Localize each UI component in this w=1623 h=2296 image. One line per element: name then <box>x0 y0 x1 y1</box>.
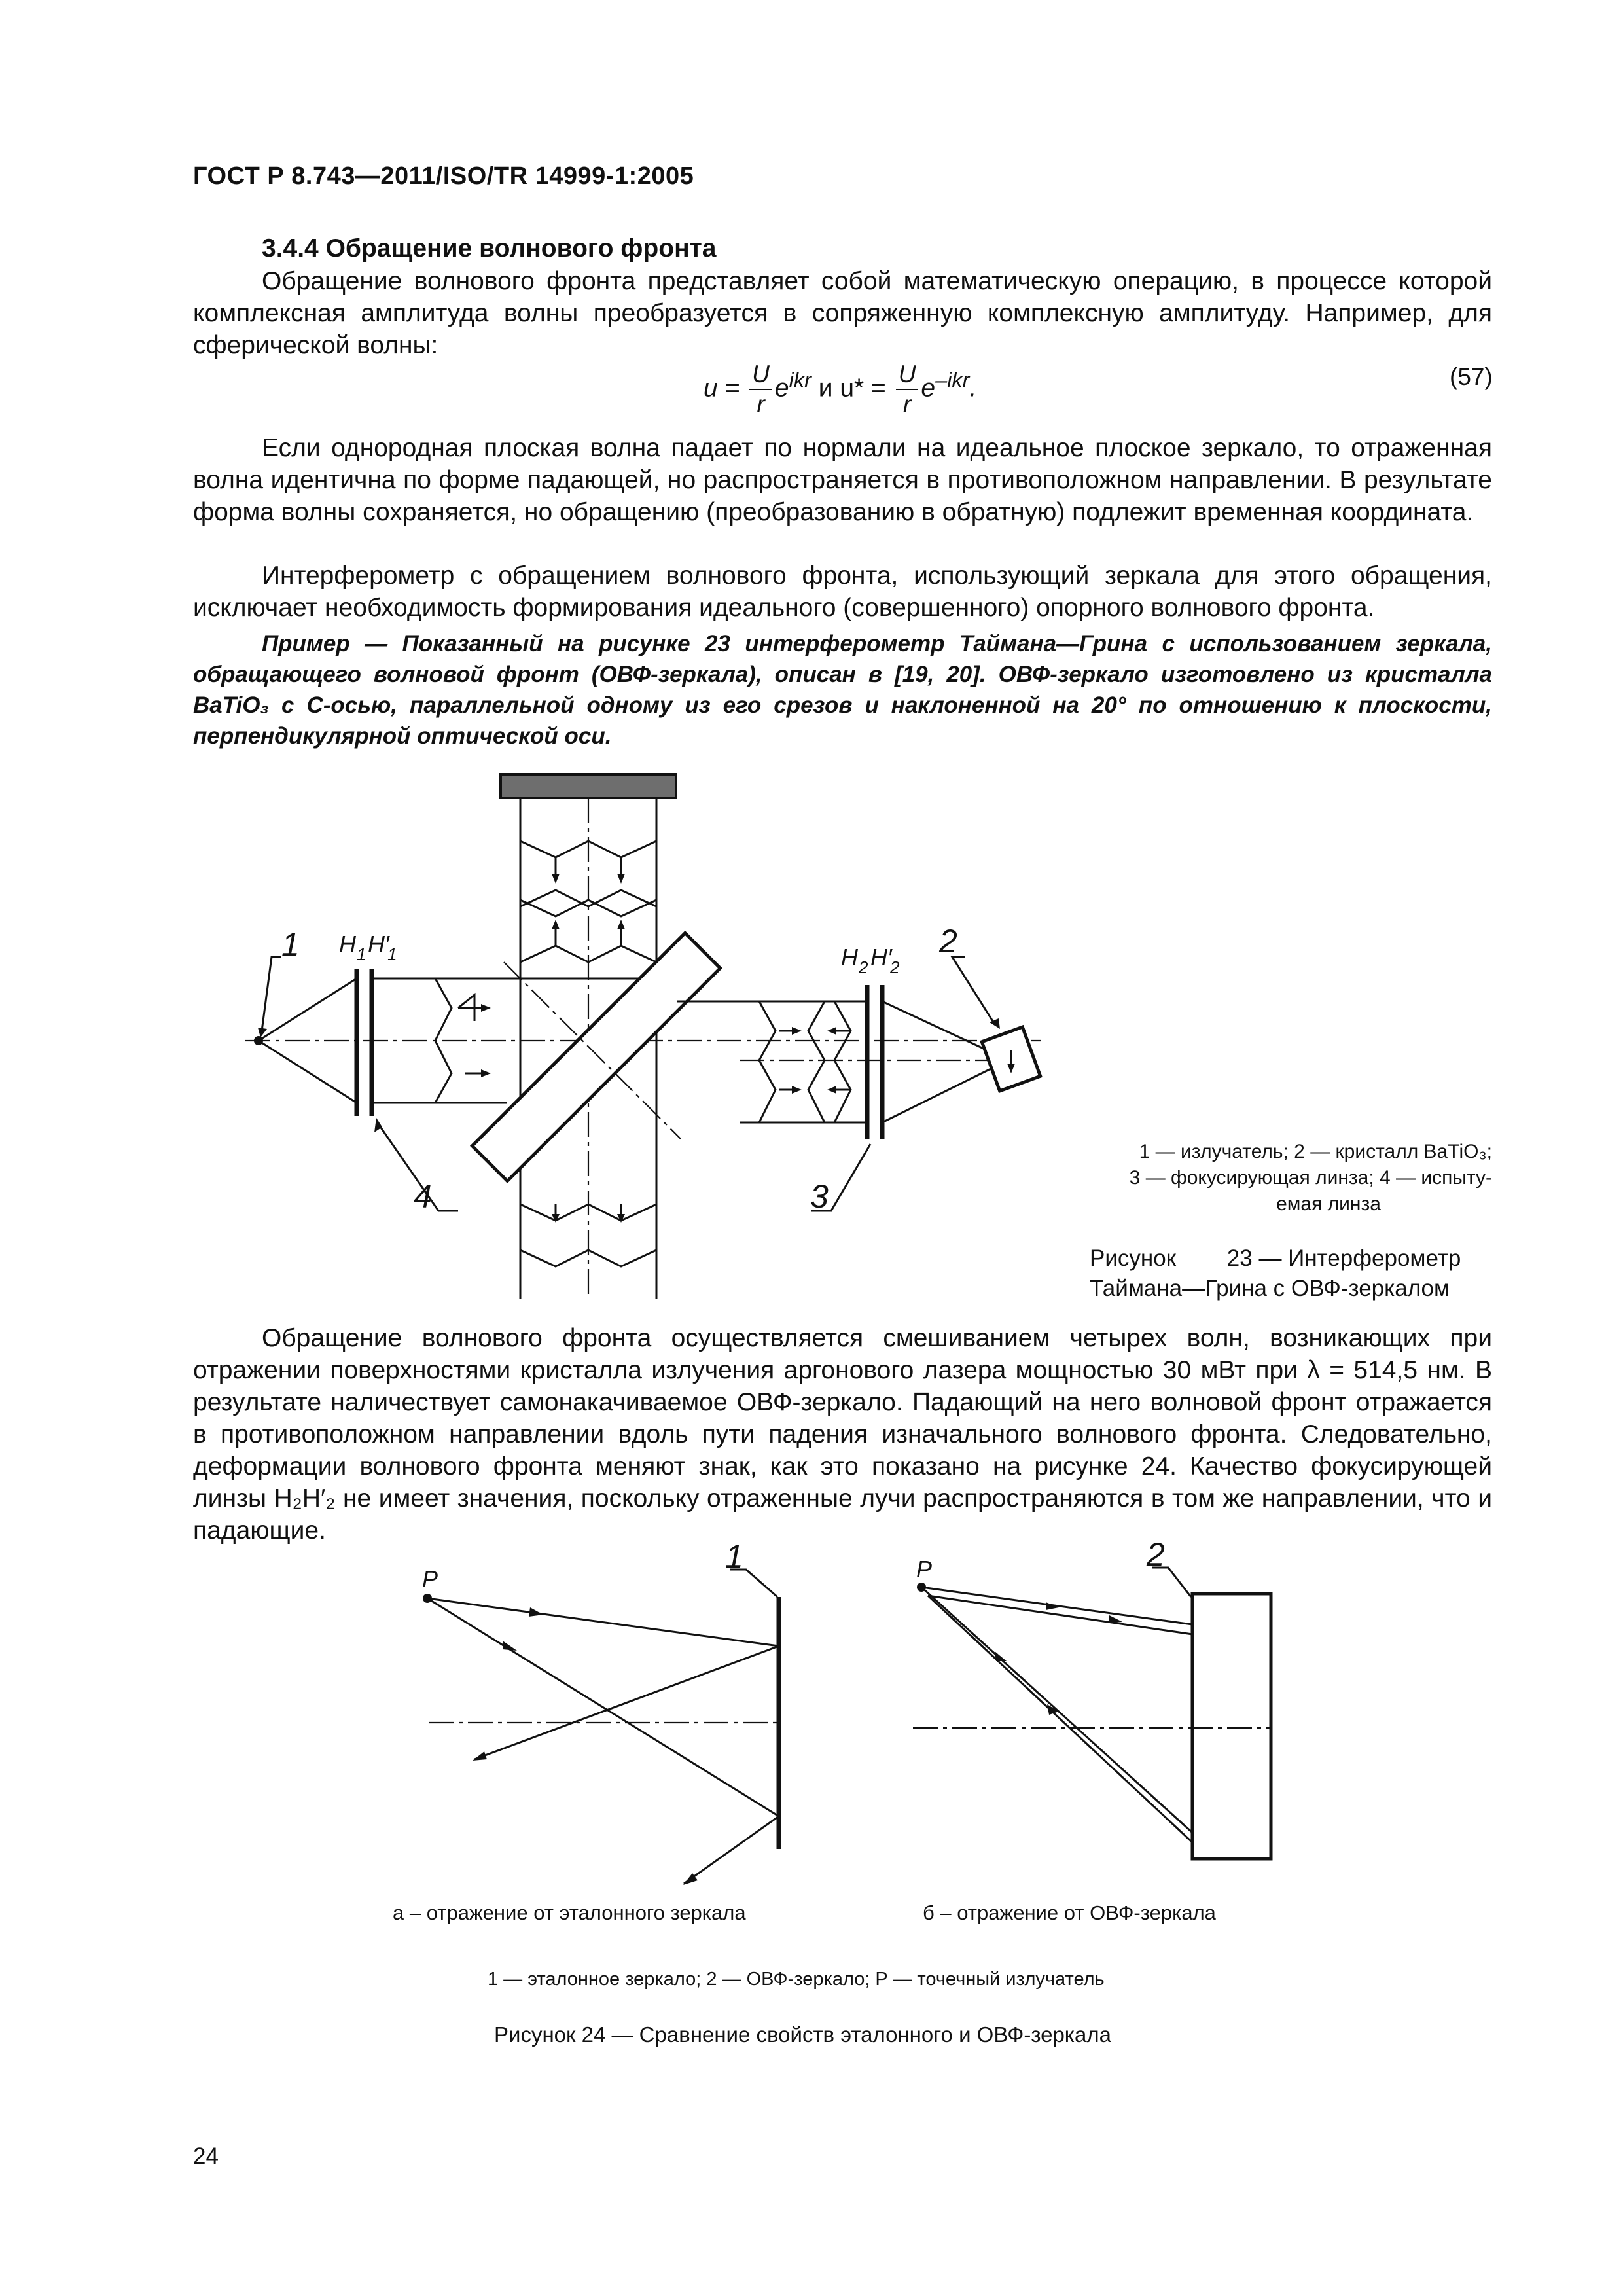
label-h1: H <box>339 931 356 958</box>
label-h1-prime-sub: 1 <box>387 944 397 964</box>
label-h2-prime-sub: 2 <box>890 958 900 977</box>
legend-line: 1 — излучатель; 2 — кристалл BaTiO₃; <box>1139 1141 1492 1162</box>
caption-line: Таймана—Грина с ОВФ-зеркалом <box>1090 1276 1450 1301</box>
label-h2-sub: 2 <box>859 958 868 977</box>
fraction-numerator: U <box>896 360 919 390</box>
figure-24a-caption: а – отражение от эталонного зеркала <box>393 1901 746 1924</box>
page-number: 24 <box>193 2144 219 2169</box>
reference-mirror-icon <box>501 774 676 798</box>
label-h1-sub: 1 <box>357 944 366 964</box>
label-p-b: P <box>916 1556 933 1583</box>
caption-line: Рисунок 23 — Интерферометр <box>1090 1246 1461 1271</box>
figure-24b-caption: б – отражение от ОВФ-зеркала <box>923 1901 1216 1924</box>
document-header: ГОСТ Р 8.743—2011/ISO/TR 14999-1:2005 <box>193 162 694 190</box>
label-3: 3 <box>810 1178 829 1215</box>
formula-exp-base: e <box>774 374 789 403</box>
fraction-denominator: r <box>757 391 765 418</box>
formula-lhs: u = <box>704 374 740 403</box>
label-2-fig24: 2 <box>1147 1536 1165 1573</box>
label-1: 1 <box>281 926 300 963</box>
equation-number: (57) <box>1450 363 1493 390</box>
label-1-fig24: 1 <box>725 1538 743 1575</box>
label-4: 4 <box>414 1178 432 1215</box>
figure-24-caption: Рисунок 24 — Сравнение свойств эталонного и ОВФ-зеркала <box>494 2022 1111 2047</box>
paragraph-four-wave: Обращение волнового фронта осуществляется смешиванием четырех волн, возникающих при отражении поверхностями кристалла излучения аргонового лазера мощностью 30 мВт при λ = 514,5 нм. В результате наличествует самонакачиваемое ОВФ-зеркало. Падающий на него волновой фронт отражается в противоположном направлении вдоль пути падения изначального волнового фронта. Следовательно, деформации волнового фронта меняют знак, как это показано на рисунке 24. Качество фокусирующей линзы H₂H′₂ не имеет значения, поскольку отраженные лучи распространяются в том же направлении, что и падающие. <box>193 1324 1492 1545</box>
label-h1-prime: H′ <box>368 931 389 958</box>
formula-end: . <box>969 374 977 403</box>
figure-23-caption <box>1090 1244 1492 1304</box>
legend-line: 3 — фокусирующая линза; 4 — испыту- <box>1129 1167 1492 1189</box>
paragraph-intro: Обращение волнового фронта представляет собой математическую операцию, в процессе которой комплексная амплитуда волны преобразуется в сопряженную комплексную амплитуду. Например, для сферической волны: <box>193 267 1492 359</box>
label-h2-prime: H′ <box>870 944 892 971</box>
section-title: 3.4.4 Обращение волнового фронта <box>262 234 717 262</box>
fraction-numerator: U <box>749 360 772 390</box>
formula-conj: и u* = <box>818 374 886 403</box>
beam-splitter-icon <box>472 933 720 1181</box>
paragraph-interferometer: Интерферометр с обращением волнового фронта, использующий зеркала для этого обращения, исключает необходимость формирования идеального (совершенного) опорного волнового фронта. <box>193 562 1492 622</box>
formula-exp-base: e <box>921 374 936 403</box>
legend-line: емая линза <box>1276 1193 1381 1215</box>
label-p-a: P <box>422 1566 438 1592</box>
label-h2: H <box>841 944 858 971</box>
example-paragraph: Пример — Показанный на рисунке 23 интерферометр Таймана—Грина с использованием зеркала, обращающего волновой фронт (ОВФ-зеркала), описан в [19, 20]. ОВФ-зеркало изготовлено из кристалла BaTiO₃ с С-осью, параллельной одному из его срезов и наклоненной на 20° по отношению к плоскости, перпендикулярной оптической оси. <box>193 631 1492 749</box>
pc-mirror-icon <box>1192 1594 1271 1859</box>
figure-24-legend: 1 — эталонное зеркало; 2 — ОВФ-зеркало; P — точечный излучатель <box>488 1969 1105 1990</box>
figure-23-legend <box>1086 1139 1492 1217</box>
formula-exponent: –ikr <box>935 368 970 392</box>
paragraph-plane-wave: Если однородная плоская волна падает по нормали на идеальное плоское зеркало, то отраженная волна идентична по форме падающей, но распространяется в противоположном направлении. В результате форма волны сохраняется, но обращению (преобразованию в обратную) подлежит временная координата. <box>193 434 1492 526</box>
label-2: 2 <box>939 923 957 960</box>
fraction-denominator: r <box>902 391 912 418</box>
formula-exponent: ikr <box>789 368 812 392</box>
